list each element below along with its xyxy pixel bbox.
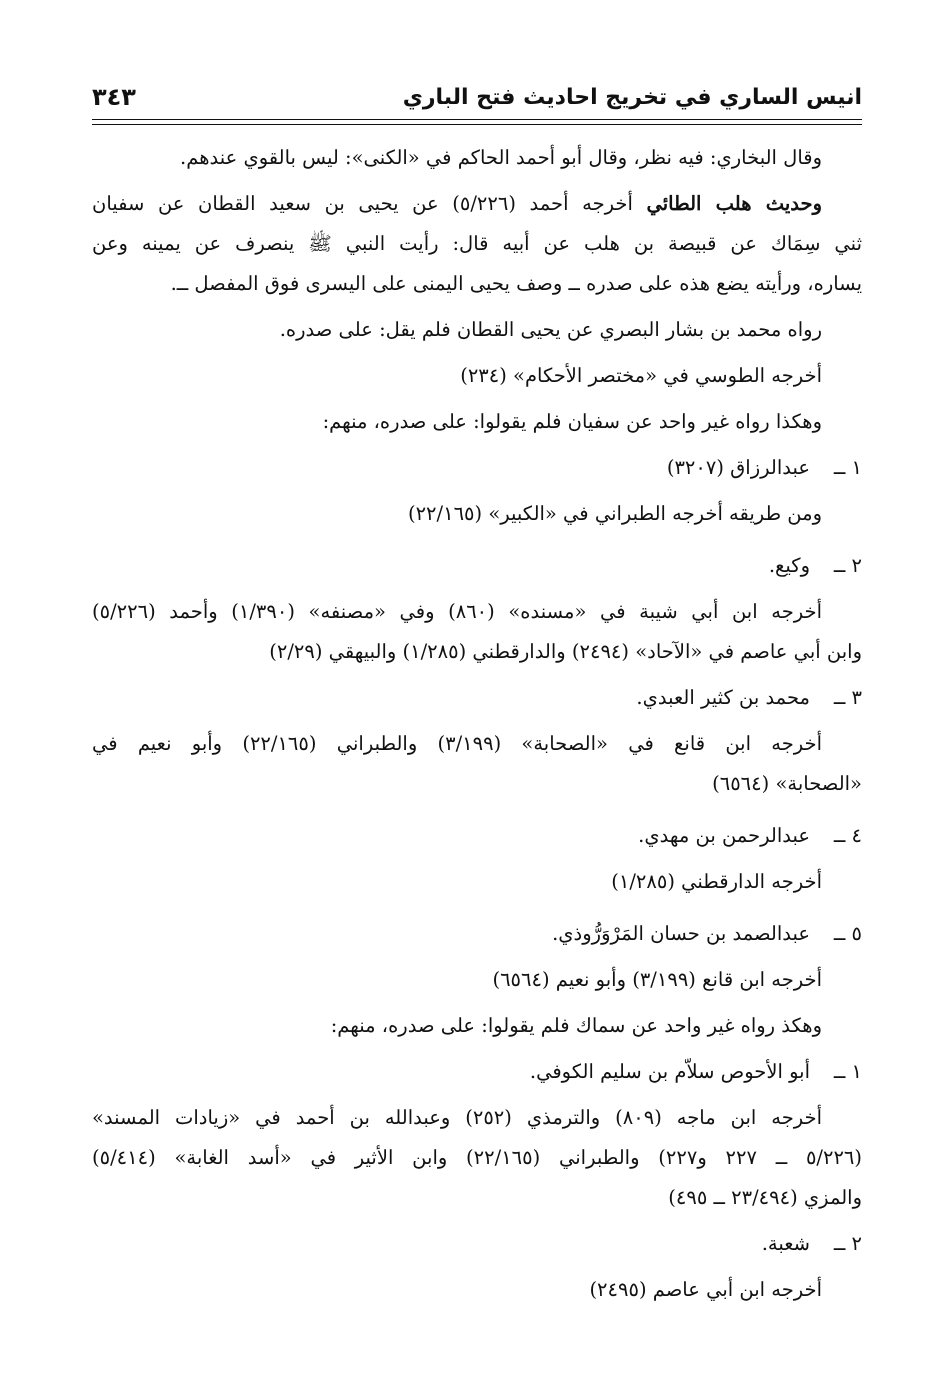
paragraph-line: أخرجه ابن أبي شيبة في «مسنده» (٨٦٠) وفي «مصنفه» (١/٣٩٠) وأحمد (٥/٢٢٦) [92,600,822,623]
list-item: ٣ ــمحمد بن كثير العبدي. [92,678,862,718]
page-number: ٣٤٣ [92,83,136,111]
list-number: ١ ــ [833,1060,862,1083]
list-item: ٤ ــعبدالرحمن بن مهدي. [92,816,862,856]
list-item: ٥ ــعبدالصمد بن حسان المَرْوَرُّوذي. [92,914,862,954]
page-body [92,138,862,1310]
list-item: ١ ــأبو الأحوص سلاّم بن سليم الكوفي. [92,1052,862,1092]
list-item: ٢ ــشعبة. [92,1224,862,1264]
header-rule-thin [92,124,862,125]
paragraph-line: «الصحابة» (٦٥٦٤) [712,772,862,795]
paragraph-line: أخرجه الطوسي في «مختصر الأحكام» (٢٣٤) [460,364,822,387]
list-item: ١ ــعبدالرزاق (٣٢٠٧) [92,448,862,488]
paragraph-line: رواه محمد بن بشار البصري عن يحيى القطان فلم يقل: على صدره. [279,318,822,341]
paragraph-line: وهكذا رواه غير واحد عن سفيان فلم يقولوا: على صدره، منهم: [322,410,822,433]
paragraph-line: أخرجه الدارقطني (١/٢٨٥) [611,870,822,893]
paragraph-line: أخرجه ابن أبي عاصم (٢٤٩٥) [589,1278,822,1301]
paragraph-line: أخرجه ابن قانع في «الصحابة» (٣/١٩٩) والطبراني (٢٢/١٦٥) وأبو نعيم في [92,732,822,755]
paragraph-line: وحديث هلب الطائي أخرجه أحمد (٥/٢٢٦) عن يحيى بن سعيد القطان عن سفيان [92,192,822,215]
hadith-heading: وحديث هلب الطائي [646,192,822,215]
header-rule-thick [92,119,862,120]
list-number: ١ ــ [833,456,862,479]
list-number: ٢ ــ [833,1232,862,1255]
list-number: ٤ ــ [833,824,862,847]
paragraph-line: وقال البخاري: فيه نظر، وقال أبو أحمد الحاكم في «الكنى»: ليس بالقوي عندهم. [180,146,822,169]
list-number: ٣ ــ [833,686,862,709]
paragraph-line: ومن طريقه أخرجه الطبراني في «الكبير» (٢٢/١٦٥) [407,502,822,525]
header-title: انيس الساري في تخريج احاديث فتح الباري [402,84,862,110]
list-item: ٢ ــوكيع. [92,546,862,586]
running-header [92,78,862,116]
paragraph-line: أخرجه ابن قانع (٣/١٩٩) وأبو نعيم (٦٥٦٤) [492,968,822,991]
paragraph-line: وابن أبي عاصم في «الآحاد» (٢٤٩٤) والدارقطني (١/٢٨٥) والبيهقي (٢/٢٩) [269,640,862,663]
paragraph-line: (٥/٢٢٦ ــ ٢٢٧ و٢٢٧) والطبراني (٢٢/١٦٥) وابن الأثير في «أسد الغابة» (٥/٤١٤) [92,1146,862,1169]
paragraph-line: وهكذ رواه غير واحد عن سماك فلم يقولوا: على صدره، منهم: [330,1014,822,1037]
paragraph-line: يساره، ورأيته يضع هذه على صدره ــ وصف يحيى اليمنى على اليسرى فوق المفصل ــ. [170,272,862,295]
paragraph-line: ثني سِمَاك عن قبيصة بن هلب عن أبيه قال: رأيت النبي ﷺ ينصرف عن يمينه وعن [92,232,862,255]
list-number: ٥ ــ [833,922,862,945]
list-number: ٢ ــ [833,554,862,577]
paragraph-line: والمزي (٢٣/٤٩٤ ــ ٤٩٥) [668,1186,862,1209]
paragraph-line: أخرجه ابن ماجه (٨٠٩) والترمذي (٢٥٢) وعبدالله بن أحمد في «زيادات المسند» [92,1106,822,1129]
